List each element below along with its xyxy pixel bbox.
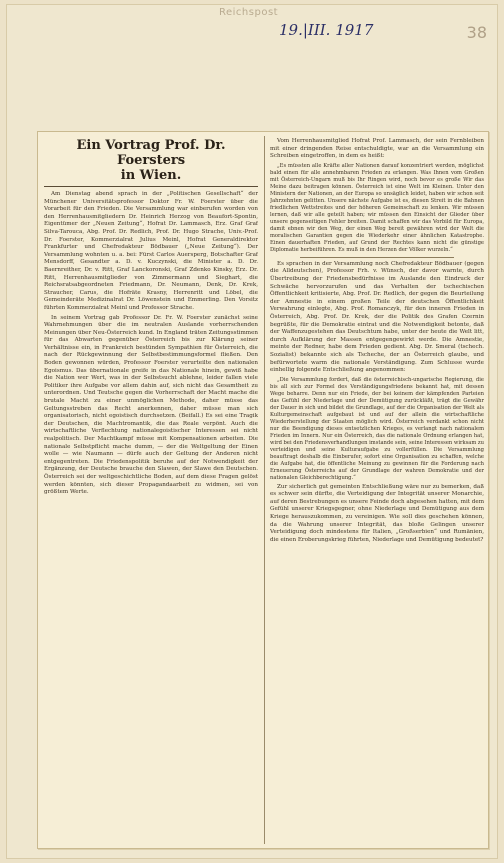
article-paragraph: Es sprachen in der Versammlung noch Chefredakteur Bödbauer (gegen die Alldeutschen), Professor Frh. v. Wünsch, der davor warnte, durch Übertreibung der Friedensbedürfnisse im Auslande den Eindruck der Schwäche hervorzurufen und das Verhalten der tschechischen Öffentlichkeit kritisierte, Abg. Prof. Dr. Redlich, der gegen die Beurteilung der Amnestie in einem großen Teile der deutschen Öffentlichkeit Verwahrung einlegte, Abg. Prof. Romanczyk, für den inneren Frieden in Österreich, Abg. Prof. Dr. Krek, der die Politik des Grafen Czernin begrüßte, für die Demokratie eintrat und die Notwendigkeit betonte, daß der Waffenzugestehen das Deutschtum habe, unter der heute die Welt litt, durch Aufklärung der Massen entgegengewirkt werde. Die Amnestie, meinte der Redner, habe dem Frieden gedient. Abg. Dr. Smeral (tschech. Sozialist) bekannte sich als Tscheche, der an Österreich glaube, und befürwortete warm die nationale Verständigung. Zum Schlusse wurde einhellig folgende Entschließung angenommen: <box>270 260 484 374</box>
column-divider <box>264 136 265 844</box>
article-paragraph: Zur sicherlich gut gemeinten Entschließung wäre nur zu bemerken, daß es schwer sein dürfte, die Verteidigung der Integrität unserer Monarchie, auf deren Bestrebungen es unsere Feinde doch abgesehen hatten, mit dem Gefühl unserer Kriegsgegner, ohne Niederlage und Demütigung aus dem Kriege herauszukommen, zu vereinigen. Wie soll dies geschehen können, da die Wahrung unserer Integrität, das bloße Gelingen unserer Verteidigung doch mindestens für Italien, „Großserbien“ und Rumänien, die einen Eroberungskrieg führten, Niederlage und Demütigung bedeutet? <box>270 483 484 543</box>
article-column-right <box>270 138 484 844</box>
newspaper-clipping <box>37 131 489 849</box>
resolution-text: „Die Versammlung fordert, daß die österreichisch-ungarische Regierung, die bis all sich zur Formel des Verständigungsfriedens bekannt hat, mit dessen Wege beharre. Denn nur ein Friede, der bei keinem der kämpfenden Parteien das Gefühl der Niederlage und der Demütigung zurückläßt, trägt die Gewähr der Dauer in sich und bildet die Grundlage, auf der die Organisation der Welt als Kulturgemeinschaft aufgebaut ist und auf der allein die wirtschaftliche Wiederherstellung der Staaten möglich wird. Österreich verdankt schon nicht nur die Beendigung dieses entsetzlichen Krieges, es verlangt nach nationalem Frieden im Innern. Nur ein Österreich, das die nationale Ordnung erlangen hat, wird bei den Friedensverhandlungen imstande sein, seine Interessen wirksam zu verteidigen und seine Kulturaufgabe zu vollerfüllen. Die Versammlung beauftragt deshalb die Einberufer, sofort eine Organisation zu schaffen, welche die Aufgabe hat, die öffentliche Meinung zu gewinnen für die Forderung nach Erneuerung Österreichs auf der Grundlage der wahren Demokratie und der nationalen Gleichberechtigung.“ <box>270 376 484 481</box>
headline-line-1: Ein Vortrag Prof. Dr. Foersters <box>76 138 226 168</box>
article-headline <box>44 138 258 187</box>
archive-page <box>6 4 498 859</box>
article-paragraph: In seinem Vortrag gab Professor Dr. Fr. W. Foerster zunächst seine Wahrnehmungen über die im neutralen Auslande vorherrschenden Meinungen über Neu-Österreich kund. In England träten Zeitungsstimmen für das Abwarten gegenüber Österreich bis zur Klärung seiner Verhältnisse ein, in Frankreich bestünden Sympathien für Österreich, die nach der Rückgewinnung der Selbstbestimmungsformel fließen. Den Boden gewonnen würden, Professor Foerster verurteilte den nationalen Egoismus. Das übernationale greife in das Nationale hinein, gewiß habe die Nation wer Wert, was in der Selbstsucht ablehne, leider fallen viele Politiker ihre Aufgabe vor allem dahin auf, sich nicht das Gesamtheit zu unterordnen. Und Teutsche gegen die Vorherrschaft der Macht mache die brutale Macht zu einer unmöglichen Methode, daher müsse das Geltungsstreben das Recht anerkennen, daher müsse man sich organisatorisch, nicht egoistisch durchsetzen. (Beifall.) Es sei eine Tragik der Deutschen, die Machtromantik, die das Reale verpönt. Auch die wirtschaftliche Verflechtung nationalegoistischer Interessen sei nicht realpolitisch. Der Machtkampf müsse mit Kompensationen arbeiten. Die nationale Selbstpflicht mache dumm, — der die Weltgeltung der Einen wolle — wie Naumann — dürfe auch der Geltung der Anderen nicht entgegentreten. Die Friedenspolitik beruhe auf der Notwendigkeit der Ergänzung, der Deutsche brauche den Slawen, der Slawe den Deutschen. Österreich sei der weltgeschichtliche Boden, auf dem diese Fragen gelöst werden könnten, sich dieser Propagandaarbeit zu widmen, sei von größtem Werte. <box>44 314 258 496</box>
quoted-letter: „Es müssten alle Kräfte aller Nationen darauf konzentriert werden, möglichst bald einen für alle annehmbaren Frieden zu erlangen. Was Ihnen vom Großen mit Österreich-Ungarn muß bis Ihr Ringen wird, noch bevor es große Wir das Meine dazu beitragen können. Österreich ist eine Welt im Kleinen. Unter den Ministern der Nationen, an der Europa so unsäglich leidet, haben wir schon seit Jahrzehnten gelitten. Unsere nächste Aufgabe ist es, diesen Streit in die Bahnen friedlichen Wettstreites und der höheren Gemeinschaft zu lenken. Wir müssen lernen, daß wir alle geteilt haben; wir müssen den Einsicht der Glieder über unsere gegenseitigen Fehler breiten. Damit schaffen wir das Vorbild für Europa, damit ebnen wir den Weg, der einen Weg bereit gewähren wird der Welt die moralischen Garantien gegen die Wiederkehr einer ähnlichen Katastrophe. Einen dauerhaften Frieden, auf Grund der Rechtes kann nicht die günstige Diplomatie herbeiführen. Es muß in den Herzen der Völker wurzeln.“ <box>270 162 484 253</box>
handwritten-date: 19.|III. 1917 <box>279 21 374 39</box>
page-number: 38 <box>466 23 487 42</box>
newspaper-stamp: Reichspost <box>219 7 279 18</box>
article-paragraph: Am Dienstag abend sprach in der „Politischen Gesellschaft“ der Münchener Universitätsprofessor Doktor Fr. W. Foerster über die Vorarbeit für den Frieden. Die Versammlung war einberufen worden von den Herrenhausmitgliedern Dr. Heinrich Herzog von Beaufort-Spontin, Eigentümer der „Neuen Zeitung“, Hofrat Dr. Lammasch, Erz. Graf Graf Silva-Tarouca, Abg. Prof. Dr. Redlich, Prof. Dr. Hugo Strache, Univ.-Prof. Dr. Foerster, Kommerzialrat Julius Meinl, Hofrat Generaldirektor Frankfurter und Chefredakteur Bödbauer („Neue Zeitung“). Der Versammlung wohnten u. a. bei: Fürst Carlos Auersperg, Botschafter Graf Mensdorff, Gesandter a. D. v. Kuczynski, die Minister a. D. Dr. Baernreither, Dr. v. Ritt, Graf Lanckoronski, Graf Zdenko Kinsky, Erz. Dr. Ritt, Herrenhausmitglieder von Zimmermann und Sieghart, die Reichsratsabgeordneten Friedmann, Dr. Neumann, Denk, Dr. Krek, Straucher, Carus, die Hofräte Krasny, Herrenritt und Löbel, die Gemeinderäte Medizinalrat Dr. Löwenstein und Emmerling. Den Vorsitz führten Kommerzialrat Meinl und Professor Strache. <box>44 191 258 311</box>
headline-line-2: in Wien. <box>120 168 182 183</box>
section-separator <box>300 257 454 258</box>
article-column-left <box>44 138 258 844</box>
article-paragraph: Vom Herrenhausmitglied Hofrat Prof. Lammasch, der sein Fernbleiben mit einer dringenden Reise entschuldigte, war an die Versammlung ein Schreiben eingetroffen, in dem es heißt: <box>270 138 484 160</box>
